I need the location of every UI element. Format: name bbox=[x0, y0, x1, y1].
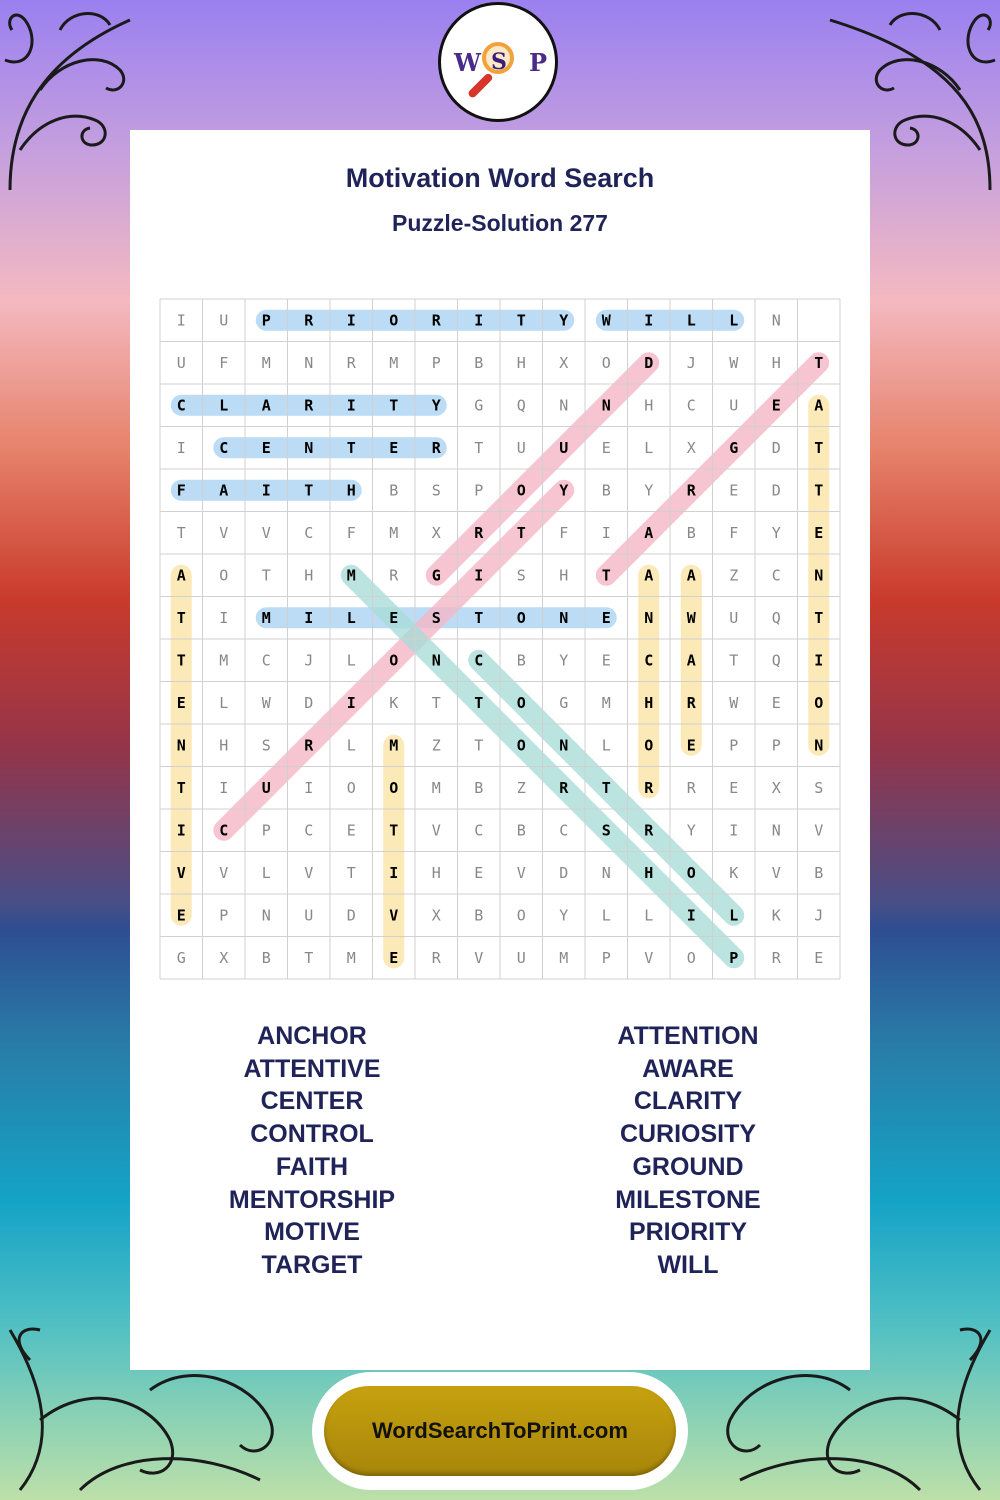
grid-cell-letter: T bbox=[814, 481, 824, 500]
grid-cell-letter: I bbox=[686, 906, 696, 925]
grid-cell-letter: E bbox=[771, 693, 781, 712]
grid-cell-letter: E bbox=[814, 523, 824, 542]
grid-cell-letter: E bbox=[389, 438, 399, 457]
grid-cell-letter: N bbox=[261, 906, 271, 925]
grid-cell-letter: M bbox=[431, 778, 441, 797]
grid-cell-letter: B bbox=[474, 778, 484, 797]
grid-cell-letter: I bbox=[644, 311, 654, 330]
grid-cell-letter: O bbox=[516, 736, 526, 755]
grid-cell-letter: T bbox=[176, 651, 186, 670]
grid-cell-letter: X bbox=[559, 353, 569, 372]
grid-cell-letter: L bbox=[219, 396, 229, 415]
grid-cell-letter: H bbox=[644, 863, 654, 882]
grid-cell-letter: V bbox=[814, 821, 824, 840]
grid-cell-letter: V bbox=[304, 863, 314, 882]
grid-cell-letter: T bbox=[601, 778, 611, 797]
grid-cell-letter: Y bbox=[559, 311, 569, 330]
grid-cell-letter: R bbox=[389, 566, 399, 585]
grid-cell-letter: E bbox=[729, 778, 739, 797]
grid-cell-letter: F bbox=[219, 353, 229, 372]
grid-cell-letter: J bbox=[304, 651, 314, 670]
grid-cell-letter: V bbox=[771, 863, 781, 882]
word-list-item: CENTER bbox=[260, 1087, 364, 1116]
grid-cell-letter: V bbox=[219, 523, 229, 542]
grid-cell-letter: T bbox=[176, 608, 186, 627]
grid-cell-letter: R bbox=[686, 693, 696, 712]
grid-cell-letter: O bbox=[219, 566, 229, 585]
grid-cell-letter: C bbox=[644, 651, 654, 670]
grid-cell-letter: A bbox=[814, 396, 824, 415]
grid-cell-letter: H bbox=[346, 481, 356, 500]
grid-cell-letter: I bbox=[176, 438, 186, 457]
grid-cell-letter: I bbox=[474, 566, 484, 585]
grid-cell-letter: X bbox=[219, 948, 229, 967]
grid-cell-letter: L bbox=[346, 608, 356, 627]
grid-cell-letter: T bbox=[601, 566, 611, 585]
grid-cell-letter: W bbox=[261, 693, 271, 712]
grid-cell-letter: P bbox=[261, 821, 271, 840]
grid-cell-letter: Y bbox=[559, 651, 569, 670]
grid-cell-letter: D bbox=[346, 906, 356, 925]
word-list-item: CLARITY bbox=[633, 1087, 743, 1116]
grid-cell-letter: N bbox=[559, 736, 569, 755]
grid-cell-letter: P bbox=[771, 736, 781, 755]
grid-cell-letter: Q bbox=[771, 651, 781, 670]
grid-cell-letter: T bbox=[814, 438, 824, 457]
grid-cell-letter: O bbox=[389, 311, 399, 330]
grid-cell-letter: U bbox=[176, 353, 186, 372]
grid-cell-letter: I bbox=[346, 311, 356, 330]
grid-cell-letter: N bbox=[431, 651, 441, 670]
word-list-left bbox=[162, 1020, 462, 1282]
grid-cell-letter: H bbox=[219, 736, 229, 755]
grid-cell-letter: M bbox=[346, 566, 356, 585]
grid-cell-letter: F bbox=[346, 523, 356, 542]
grid-cell-letter: F bbox=[559, 523, 569, 542]
grid-cell-letter: L bbox=[644, 438, 654, 457]
grid-cell-letter: T bbox=[389, 396, 399, 415]
grid-cell-letter: X bbox=[431, 523, 441, 542]
grid-cell-letter: D bbox=[304, 693, 314, 712]
grid-cell-letter: I bbox=[219, 608, 229, 627]
grid-cell-letter: B bbox=[389, 481, 399, 500]
grid-cell-letter: C bbox=[771, 566, 781, 585]
grid-cell-letter: H bbox=[559, 566, 569, 585]
grid-cell-letter: I bbox=[176, 821, 186, 840]
grid-cell-letter: Y bbox=[559, 481, 569, 500]
grid-cell-letter: A bbox=[219, 481, 229, 500]
grid-cell-letter: A bbox=[261, 396, 271, 415]
word-list-right bbox=[538, 1020, 838, 1282]
word-list-item: AWARE bbox=[642, 1054, 734, 1083]
grid-cell-letter: T bbox=[176, 523, 186, 542]
grid-cell-letter: B bbox=[474, 906, 484, 925]
grid-cell-letter: N bbox=[814, 736, 824, 755]
grid-cell-letter: M bbox=[389, 736, 399, 755]
grid-cell-letter: C bbox=[474, 651, 484, 670]
grid-cell-letter: H bbox=[516, 353, 526, 372]
word-list-item: FAITH bbox=[275, 1152, 349, 1181]
grid-cell-letter: K bbox=[729, 863, 739, 882]
grid-cell-letter: P bbox=[601, 948, 611, 967]
grid-cell-letter: R bbox=[474, 523, 484, 542]
grid-cell-letter: R bbox=[431, 438, 441, 457]
grid-cell-letter: Z bbox=[431, 736, 441, 755]
grid-cell-letter: E bbox=[601, 438, 611, 457]
grid-cell-letter: B bbox=[261, 948, 271, 967]
grid-cell-letter: T bbox=[814, 608, 824, 627]
grid-cell-letter: X bbox=[771, 778, 781, 797]
grid-cell-letter: P bbox=[431, 353, 441, 372]
word-list-item: ANCHOR bbox=[257, 1022, 367, 1050]
grid-cell-letter: E bbox=[814, 948, 824, 967]
grid-cell-letter: C bbox=[304, 523, 314, 542]
grid-cell-letter: T bbox=[474, 693, 484, 712]
grid-cell-letter: M bbox=[389, 523, 399, 542]
grid-cell-letter: K bbox=[771, 906, 781, 925]
grid-cell-letter: O bbox=[814, 693, 824, 712]
grid-cell-letter: T bbox=[474, 736, 484, 755]
grid-cell-letter: O bbox=[389, 651, 399, 670]
grid-cell-letter: O bbox=[346, 778, 356, 797]
website-link-button[interactable]: WordSearchToPrint.com bbox=[324, 1386, 676, 1476]
grid-cell-letter: G bbox=[474, 396, 484, 415]
grid-cell-letter: E bbox=[389, 948, 399, 967]
grid-cell-letter: Q bbox=[771, 608, 781, 627]
grid-cell-letter: G bbox=[431, 566, 441, 585]
grid-cell-letter: G bbox=[729, 438, 739, 457]
grid-cell-letter: B bbox=[516, 651, 526, 670]
grid-cell-letter: T bbox=[474, 438, 484, 457]
grid-cell-letter: M bbox=[346, 948, 356, 967]
grid-cell-letter: W bbox=[729, 353, 739, 372]
grid-cell-letter: L bbox=[644, 906, 654, 925]
grid-cell-letter: T bbox=[304, 481, 314, 500]
grid-cell-letter: G bbox=[176, 948, 186, 967]
grid-cell-letter: R bbox=[686, 778, 696, 797]
grid-cell-letter: F bbox=[176, 481, 186, 500]
grid-cell-letter: L bbox=[729, 311, 739, 330]
grid-cell-letter: R bbox=[644, 821, 654, 840]
grid-cell-letter: S bbox=[601, 821, 611, 840]
grid-cell-letter: S bbox=[431, 481, 441, 500]
grid-cell-letter: N bbox=[601, 396, 611, 415]
grid-cell-letter: M bbox=[219, 651, 229, 670]
grid-cell-letter: M bbox=[261, 353, 271, 372]
grid-cell-letter: H bbox=[431, 863, 441, 882]
grid-cell-letter: B bbox=[474, 353, 484, 372]
grid-cell-letter: K bbox=[389, 693, 399, 712]
grid-cell-letter: R bbox=[431, 948, 441, 967]
grid-cell-letter: C bbox=[176, 396, 186, 415]
grid-cell-letter: R bbox=[644, 778, 654, 797]
grid-cell-letter: E bbox=[601, 608, 611, 627]
word-list-item: GROUND bbox=[632, 1152, 744, 1181]
grid-cell-letter: O bbox=[686, 863, 696, 882]
grid-cell-letter: A bbox=[686, 566, 696, 585]
grid-cell-letter: A bbox=[686, 651, 696, 670]
grid-cell-letter: N bbox=[601, 863, 611, 882]
grid-cell-letter: M bbox=[601, 693, 611, 712]
grid-cell-letter: L bbox=[219, 693, 229, 712]
logo-letter-p: P bbox=[529, 48, 548, 77]
grid-cell-letter: R bbox=[431, 311, 441, 330]
grid-cell-letter: L bbox=[729, 906, 739, 925]
grid-cell-letter: O bbox=[516, 608, 526, 627]
grid-cell-letter: V bbox=[219, 863, 229, 882]
grid-cell-letter: T bbox=[516, 311, 526, 330]
grid-cell-letter: H bbox=[304, 566, 314, 585]
grid-cell-letter: I bbox=[304, 608, 314, 627]
grid-cell-letter: J bbox=[814, 906, 824, 925]
grid-cell-letter: U bbox=[219, 311, 229, 330]
grid-cell-letter: P bbox=[474, 481, 484, 500]
grid-cell-letter: D bbox=[771, 438, 781, 457]
grid-cell-letter: V bbox=[261, 523, 271, 542]
grid-cell-letter: Y bbox=[559, 906, 569, 925]
grid-cell-letter: E bbox=[729, 481, 739, 500]
grid-cell-letter: H bbox=[644, 693, 654, 712]
grid-cell-letter: O bbox=[516, 693, 526, 712]
grid-cell-letter: T bbox=[261, 566, 271, 585]
grid-cell-letter: W bbox=[601, 311, 611, 330]
grid-cell-letter: C bbox=[304, 821, 314, 840]
grid-cell-letter: V bbox=[176, 863, 186, 882]
grid-cell-letter: I bbox=[729, 821, 739, 840]
puzzle-title: Motivation Word Search bbox=[345, 163, 655, 193]
grid-cell-letter: D bbox=[771, 481, 781, 500]
grid-cell-letter: R bbox=[304, 736, 314, 755]
grid-cell-letter: A bbox=[176, 566, 186, 585]
grid-cell-letter: V bbox=[644, 948, 654, 967]
grid-cell-letter: T bbox=[346, 863, 356, 882]
grid-cell-letter: M bbox=[389, 353, 399, 372]
grid-cell-letter: O bbox=[516, 481, 526, 500]
grid-cell-letter: S bbox=[516, 566, 526, 585]
grid-cell-letter: S bbox=[261, 736, 271, 755]
grid-cell-letter: U bbox=[559, 438, 569, 457]
grid-cell-letter: R bbox=[686, 481, 696, 500]
grid-cell-letter: I bbox=[219, 778, 229, 797]
word-list-item: MENTORSHIP bbox=[228, 1185, 396, 1214]
grid-cell-letter: N bbox=[176, 736, 186, 755]
grid-cell-letter: Y bbox=[686, 821, 696, 840]
grid-cell-letter: Q bbox=[516, 396, 526, 415]
grid-cell-letter: B bbox=[814, 863, 824, 882]
grid-cell-letter: V bbox=[431, 821, 441, 840]
grid-cell-letter: I bbox=[346, 693, 356, 712]
grid-cell-letter: G bbox=[559, 693, 569, 712]
grid-cell-letter: A bbox=[644, 566, 654, 585]
grid-cell-letter: E bbox=[176, 693, 186, 712]
grid-cell-letter: T bbox=[304, 948, 314, 967]
word-list-item: PRIORITY bbox=[628, 1218, 748, 1247]
grid-cell-letter: F bbox=[729, 523, 739, 542]
grid-cell-letter: T bbox=[431, 693, 441, 712]
grid-cell-letter: M bbox=[559, 948, 569, 967]
grid-cell-letter: U bbox=[516, 948, 526, 967]
grid-cell-letter: W bbox=[729, 693, 739, 712]
word-list-item: CONTROL bbox=[250, 1120, 374, 1149]
grid-cell-letter: I bbox=[474, 311, 484, 330]
grid-cell-letter: I bbox=[814, 651, 824, 670]
grid-cell-letter: T bbox=[389, 821, 399, 840]
grid-cell-letter: C bbox=[219, 438, 229, 457]
grid-cell-letter: N bbox=[559, 608, 569, 627]
grid-cell-letter: V bbox=[389, 906, 399, 925]
grid-cell-letter: V bbox=[474, 948, 484, 967]
grid-cell-letter: J bbox=[686, 353, 696, 372]
grid-cell-letter: O bbox=[644, 736, 654, 755]
word-list-item: ATTENTIVE bbox=[243, 1054, 381, 1083]
grid-cell-letter: I bbox=[176, 311, 186, 330]
grid-cell-letter: E bbox=[261, 438, 271, 457]
grid-cell-letter: E bbox=[771, 396, 781, 415]
grid-cell-letter: L bbox=[601, 906, 611, 925]
grid-cell-letter: D bbox=[559, 863, 569, 882]
grid-cell-letter: U bbox=[261, 778, 271, 797]
grid-cell-letter: C bbox=[559, 821, 569, 840]
grid-cell-letter: B bbox=[686, 523, 696, 542]
grid-cell-letter: P bbox=[219, 906, 229, 925]
grid-cell-letter: L bbox=[601, 736, 611, 755]
grid-cell-letter: E bbox=[474, 863, 484, 882]
grid-cell-letter: L bbox=[346, 651, 356, 670]
grid-cell-letter: E bbox=[346, 821, 356, 840]
grid-cell-letter: Y bbox=[771, 523, 781, 542]
grid-cell-letter: H bbox=[771, 353, 781, 372]
grid-cell-letter: B bbox=[601, 481, 611, 500]
grid-cell-letter: N bbox=[771, 821, 781, 840]
grid-cell-letter: C bbox=[686, 396, 696, 415]
grid-cell-letter: T bbox=[474, 608, 484, 627]
grid-cell-letter: I bbox=[304, 778, 314, 797]
grid-cell-letter: Z bbox=[516, 778, 526, 797]
word-list-item: TARGET bbox=[261, 1250, 363, 1279]
word-list-item: MILESTONE bbox=[615, 1185, 761, 1214]
grid-cell-letter: O bbox=[516, 906, 526, 925]
grid-cell-letter: C bbox=[474, 821, 484, 840]
grid-cell-letter: U bbox=[729, 608, 739, 627]
grid-cell-letter: R bbox=[304, 311, 314, 330]
grid-cell-letter: P bbox=[729, 736, 739, 755]
grid-cell-letter: U bbox=[516, 438, 526, 457]
grid-cell-letter: U bbox=[304, 906, 314, 925]
word-list-item: ATTENTION bbox=[617, 1022, 759, 1050]
puzzle-subtitle: Puzzle-Solution 277 bbox=[392, 210, 608, 236]
grid-cell-letter: N bbox=[644, 608, 654, 627]
grid-cell-letter: O bbox=[686, 948, 696, 967]
word-list-item: CURIOSITY bbox=[619, 1120, 757, 1149]
grid-cell-letter: Y bbox=[431, 396, 441, 415]
grid-cell-letter: R bbox=[346, 353, 356, 372]
grid-cell-letter: N bbox=[304, 353, 314, 372]
grid-cell-letter: C bbox=[219, 821, 229, 840]
grid-cell-letter: T bbox=[516, 523, 526, 542]
grid-cell-letter: R bbox=[304, 396, 314, 415]
grid-cell-letter: X bbox=[431, 906, 441, 925]
grid-cell-letter: R bbox=[559, 778, 569, 797]
grid-cell-letter: O bbox=[601, 353, 611, 372]
word-list-item: MOTIVE bbox=[264, 1218, 360, 1247]
grid-cell-letter: O bbox=[389, 778, 399, 797]
grid-cell-letter: R bbox=[771, 948, 781, 967]
grid-cell-letter: I bbox=[346, 396, 356, 415]
grid-cell-letter: N bbox=[771, 311, 781, 330]
grid-cell-letter: X bbox=[686, 438, 696, 457]
grid-cell-letter: Y bbox=[644, 481, 654, 500]
grid-cell-letter: T bbox=[346, 438, 356, 457]
grid-cell-letter: L bbox=[346, 736, 356, 755]
logo-letter-w: W bbox=[454, 48, 481, 77]
grid-cell-letter: E bbox=[686, 736, 696, 755]
grid-cell-letter: T bbox=[729, 651, 739, 670]
grid-cell-letter: A bbox=[644, 523, 654, 542]
grid-cell-letter: N bbox=[304, 438, 314, 457]
word-list-item: WILL bbox=[657, 1250, 719, 1279]
grid-cell-letter: H bbox=[644, 396, 654, 415]
grid-cell-letter: P bbox=[261, 311, 271, 330]
grid-cell-letter: U bbox=[729, 396, 739, 415]
grid-cell-letter: E bbox=[389, 608, 399, 627]
grid-cell-letter: I bbox=[261, 481, 271, 500]
grid-cell-letter: T bbox=[814, 353, 824, 372]
grid-cell-letter: M bbox=[261, 608, 271, 627]
grid-cell-letter: S bbox=[814, 778, 824, 797]
grid-cell-letter: C bbox=[261, 651, 271, 670]
grid-cell-letter: L bbox=[261, 863, 271, 882]
grid-cell-letter: I bbox=[601, 523, 611, 542]
grid-cell-letter: L bbox=[686, 311, 696, 330]
grid-cell-letter: S bbox=[431, 608, 441, 627]
grid-cell-letter: V bbox=[516, 863, 526, 882]
grid-cell-letter: N bbox=[559, 396, 569, 415]
grid-cell-letter: E bbox=[601, 651, 611, 670]
grid-cell-letter: I bbox=[389, 863, 399, 882]
logo-letter-s: S bbox=[491, 49, 507, 75]
grid-cell-letter: P bbox=[729, 948, 739, 967]
grid-cell-letter: B bbox=[516, 821, 526, 840]
grid-cell-letter: Z bbox=[729, 566, 739, 585]
grid-cell-letter: W bbox=[686, 608, 696, 627]
grid-cell-letter: D bbox=[644, 353, 654, 372]
grid-cell-letter: T bbox=[176, 778, 186, 797]
grid-cell-letter: N bbox=[814, 566, 824, 585]
grid-cell-letter: E bbox=[176, 906, 186, 925]
